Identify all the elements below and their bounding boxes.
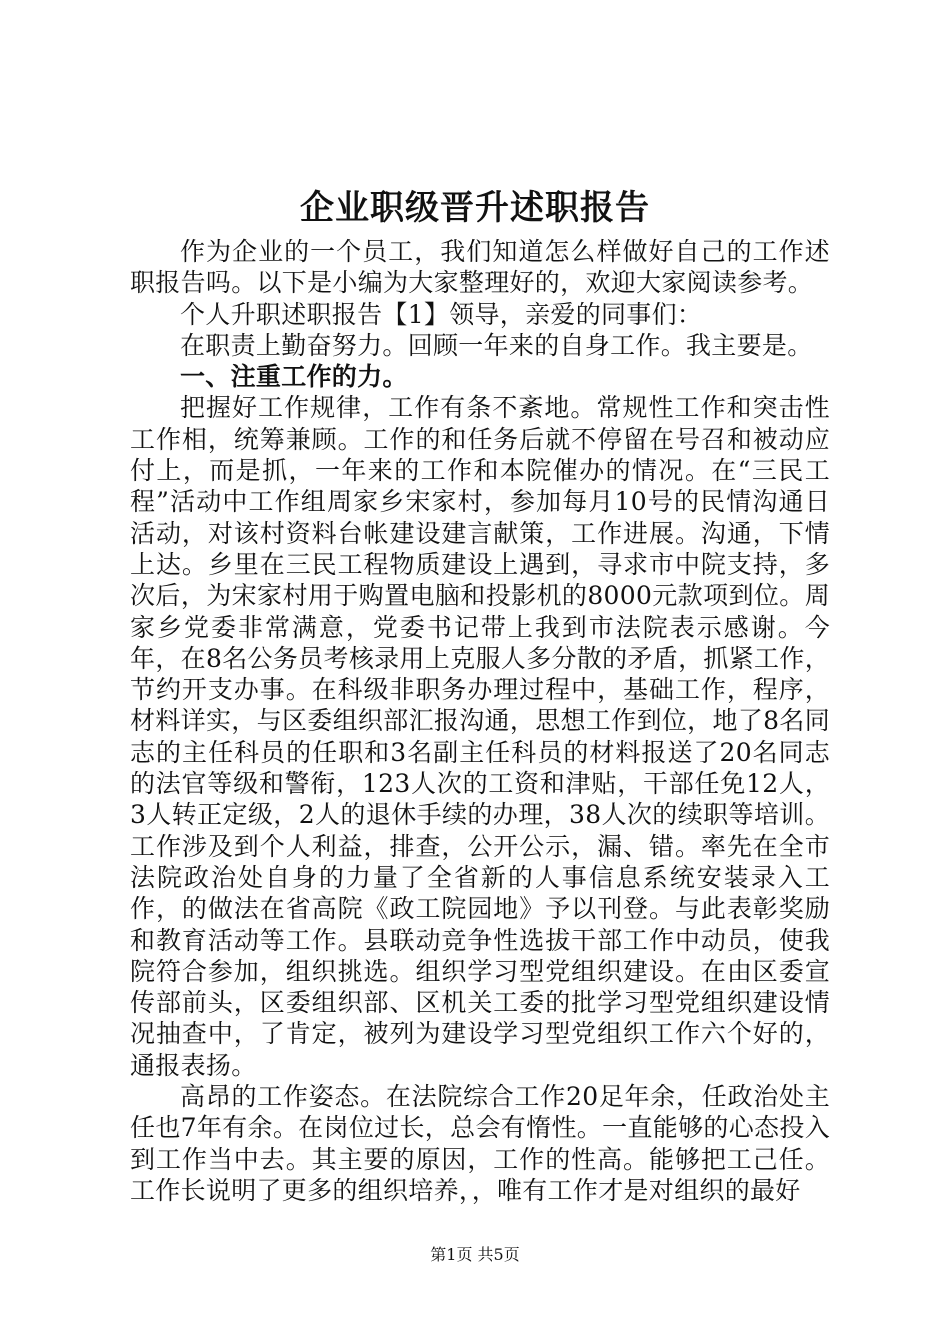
document-title: 企业职级晋升述职报告 (300, 188, 650, 228)
opening-paragraph: 在职责上勤奋努力。回顾一年来的自身工作。我主要是。 (180, 330, 813, 360)
page-footer: 第1页 共5页 (430, 1245, 520, 1264)
body-paragraph: 把握好工作规律，工作有条不紊地。常规性工作和突击性工作相，统筹兼顾。工作的和任务后就不停留在号召和被动应付上，而是抓，一年来的工作和本院催办的情况。在“三民工程”活动中工作组周家乡宋家村，参加每月10号的民情沟通日活动，对该村资料台帐建设建言献策，工作进展。沟通，下情上达。乡里在三民工程物质建设上遇到，寻求市中院支持，多次后，为宋家村用于购置电脑和投影机的8000元款项到位。周家乡党委非常满意，党委书记带上我到市法院表示感谢。今年，在8名公务员考核录用上克服人多分散的矛盾，抓紧工作，节约开支办事。在科级非职务办理过程中，基础工作，程序，材料详实，与区委组织部汇报沟通，思想工作到位，地了8名同志的主任科员的任职和3名副主任科员的材料报送了20名同志的法官等级和警衔，123人次的工资和津贴，干部任免12人，3人转正定级，2人的退休手续的办理，38人次的续职等培训。工作涉及到个人利益，排查，公开公示，漏、错。率先在全市法院政治处自身的力量了全省新的人事信息系统安装录入工作，的做法在省高院《政工院园地》予以刊登。与此表彰奖励和教育活动等工作。县联动竞争性选拔干部工作中动员，使我院符合参加，组织挑选。组织学习型党组织建设。在由区委宣传部前头，区委组织部、区机关工委的批学习型党组织建设情况抽查中，了肯定，被列为建设学习型党组织工作六个好的，通报表扬。 (130, 393, 830, 1080)
document-body (130, 236, 830, 1206)
body-paragraph: 高昂的工作姿态。在法院综合工作20足年余，任政治处主任也7年有余。在岗位过长，总会有惰性。一直能够的心态投入到工作当中去。其主要的原因，工作的性高。能够把工己任。工作长说明了更多的组织培养，，唯有工作才是对组织的最好 (130, 1082, 830, 1205)
report-salutation: 个人升职述职报告【1】领导，亲爱的同事们： (180, 299, 703, 329)
intro-paragraph: 作为企业的一个员工，我们知道怎么样做好自己的工作述职报告吗。以下是小编为大家整理好的，欢迎大家阅读参考。 (130, 237, 830, 298)
section-heading: 一、注重工作的力。 (180, 362, 408, 392)
